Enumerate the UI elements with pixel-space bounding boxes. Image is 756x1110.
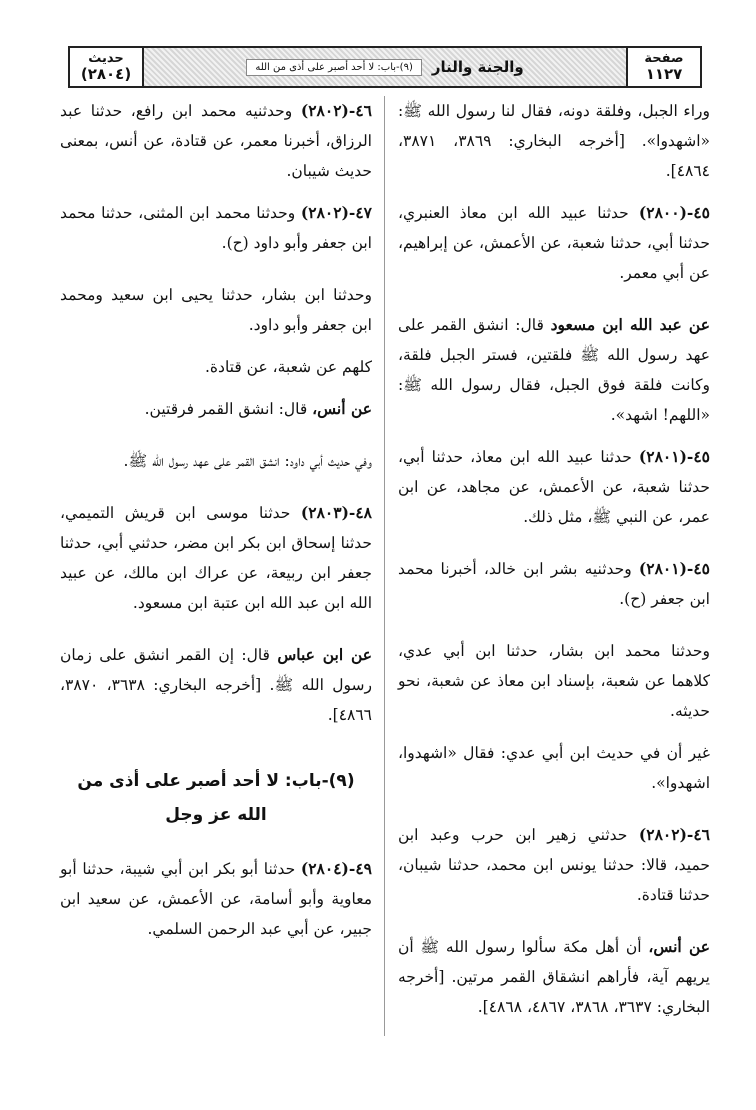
hadith-text: وحدثنيه بشر ابن خالد، أخبرنا محمد ابن جعفر (ح). xyxy=(398,560,710,608)
hadith-paragraph xyxy=(398,96,710,186)
hadith-text: وحدثنا ابن بشار، حدثنا يحيى ابن سعيد ومحمد ابن جعفر وأبو داود. xyxy=(60,286,372,334)
right-column xyxy=(398,96,710,1022)
hadith-text: حدثنا موسى ابن قريش التميمي، حدثنا إسحاق ابن بكر ابن مضر، حدثني أبي، حدثنا جعفر ابن ربيعة، عن عراك ابن مالك، عن عبيد الله ابن عبد الله ابن عتبة ابن مسعود. xyxy=(60,504,372,612)
hadith-text: كلهم عن شعبة، عن قتادة. xyxy=(205,358,372,376)
column-divider xyxy=(384,96,385,1036)
hadith-number: ٤٧-(٢٨٠٢) xyxy=(300,203,372,222)
hadith-paragraph xyxy=(60,394,372,424)
hadith-number: ٤٩-(٢٨٠٤) xyxy=(300,859,372,878)
hadith-text: وراء الجبل، وفلقة دونه، فقال لنا رسول الله ﷺ: «اشهدوا». [أخرجه البخاري: ٣٨٦٩، ٣٨٧١، ٤٨٦٤]. xyxy=(398,102,710,180)
hadith-text: حدثنا أبو بكر ابن أبي شيبة، حدثنا أبو معاوية وأبو أسامة، عن الأعمش، عن سعيد ابن جبير، عن أبي عبد الرحمن السلمي. xyxy=(60,860,372,938)
hadith-number: ٤٨-(٢٨٠٣) xyxy=(300,503,372,522)
hadith-paragraph xyxy=(398,636,710,726)
hadith-paragraph xyxy=(60,854,372,944)
hadith-text: حدثنا عبيد الله ابن معاذ، حدثنا أبي، حدثنا شعبة، عن الأعمش، عن مجاهد، عن ابن عمر، عن النبي ﷺ، مثل ذلك. xyxy=(398,448,710,526)
narrator: عن أنس، xyxy=(312,399,372,418)
hadith-paragraph xyxy=(398,738,710,798)
hadith-text: قال: انشق القمر فرقتين. xyxy=(144,400,308,418)
hadith-paragraph xyxy=(60,96,372,186)
hadith-text: حدثنا عبيد الله ابن معاذ العنبري، حدثنا أبي، حدثنا شعبة، عن الأعمش، عن إبراهيم، عن أبي معمر. xyxy=(398,204,710,282)
hadith-paragraph xyxy=(60,640,372,730)
header-title-area xyxy=(156,54,614,80)
hadith-text: وحدثنا محمد ابن بشار، حدثنا ابن أبي عدي، كلاهما عن شعبة، بإسناد ابن معاذ عن شعبة، نحو حديثه. xyxy=(398,642,710,720)
narrator: عن عبد الله ابن مسعود xyxy=(550,315,710,334)
hadith-text: أن أهل مكة سألوا رسول الله ﷺ أن يريهم آية، فأراهم انشقاق القمر مرتين. [أخرجه البخاري: ٣٦٣٧، ٣٨٦٨، ٤٨٦٧، ٤٨٦٨]. xyxy=(398,938,710,1016)
page-number: ١١٢٧ xyxy=(645,64,683,83)
hadith-number-box xyxy=(70,48,144,86)
hadith-text: حدثني زهير ابن حرب وعبد ابن حميد، قالا: حدثنا يونس ابن محمد، حدثنا شيبان، حدثنا قتادة. xyxy=(398,826,710,904)
hadith-number: (٢٨٠٤) xyxy=(80,64,132,83)
hadith-text: قال: إن القمر انشق على زمان رسول الله ﷺ. [أخرجه البخاري: ٣٦٣٨، ٣٨٧٠، ٤٨٦٦]. xyxy=(60,646,372,724)
hadith-paragraph xyxy=(398,198,710,288)
hadith-label: حديث xyxy=(88,50,124,66)
narrator: عن أنس، xyxy=(648,937,710,956)
hadith-text: وفي حديث أبي داود: انشق القمر على عهد رسول الله ﷺ. xyxy=(123,452,372,470)
narrator: عن ابن عباس xyxy=(277,645,372,664)
chapter-heading: (٩)-باب: لا أحد أصبر على أذى من الله عز وجل xyxy=(77,771,355,825)
hadith-text: وحدثنيه محمد ابن رافع، حدثنا عبد الرزاق، أخبرنا معمر، عن قتادة، عن أنس، بمعنى حديث شيبان. xyxy=(60,102,372,180)
hadith-number: ٤٥-(٢٨٠١) xyxy=(638,559,710,578)
hadith-number: ٤٦-(٢٨٠٢) xyxy=(300,101,372,120)
hadith-paragraph xyxy=(398,310,710,430)
hadith-text: غير أن في حديث ابن أبي عدي: فقال «اشهدوا، اشهدوا». xyxy=(398,744,710,792)
page-label: صفحة xyxy=(644,50,684,66)
hadith-paragraph xyxy=(398,820,710,910)
hadith-number: ٤٥-(٢٨٠٠) xyxy=(638,203,710,222)
hadith-text: قال: انشق القمر على عهد رسول الله ﷺ فلقتين، فستر الجبل فلقة، وكانت فلقة فوق الجبل، فقال رسول الله ﷺ: «اللهم! اشهد». xyxy=(398,316,710,424)
hadith-paragraph xyxy=(398,932,710,1022)
chapter-title: (٩)-باب: لا أحد أصبر على أذى من الله xyxy=(246,59,422,76)
hadith-paragraph xyxy=(60,352,372,382)
left-column xyxy=(60,96,372,944)
hadith-paragraph xyxy=(60,498,372,618)
hadith-number: ٤٦-(٢٨٠٢) xyxy=(638,825,710,844)
hadith-number: ٤٥-(٢٨٠١) xyxy=(638,447,710,466)
page-number-box xyxy=(626,48,700,86)
hadith-paragraph xyxy=(60,198,372,258)
hadith-text: وحدثنا محمد ابن المثنى، حدثنا محمد ابن جعفر وأبو داود (ح). xyxy=(60,204,372,252)
page-header xyxy=(68,46,702,88)
hadith-paragraph xyxy=(60,446,372,476)
hadith-paragraph xyxy=(398,554,710,614)
book-title: والجنة والنار xyxy=(431,58,524,76)
hadith-paragraph xyxy=(398,442,710,532)
hadith-paragraph xyxy=(60,280,372,340)
